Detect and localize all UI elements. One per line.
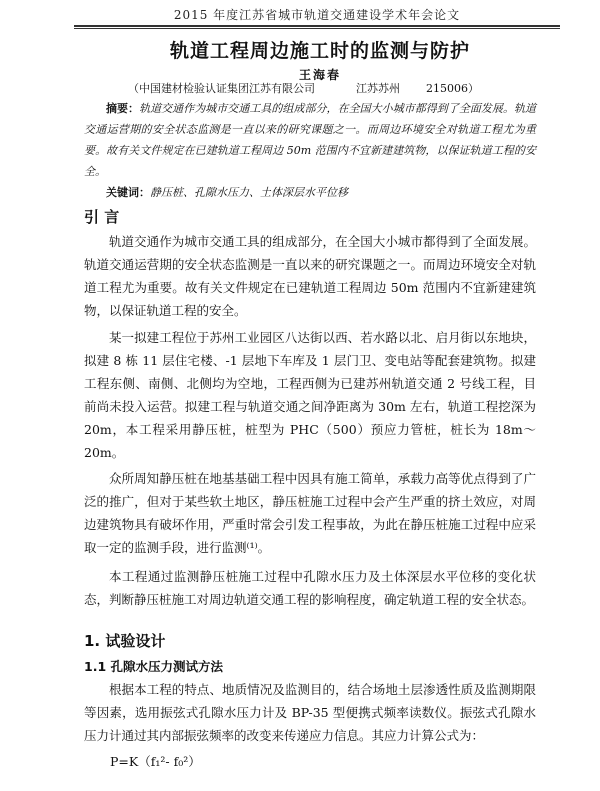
affiliation-city: 江苏苏州 [356, 82, 400, 95]
section-heading-intro: 引 言 [84, 208, 120, 226]
pressure-formula: P=K（f₁²- f₀²） [110, 754, 201, 769]
section-heading-1: 1. 试验设计 [84, 632, 166, 650]
intro-paragraph-1: 轨道交通作为城市交通工具的组成部分，在全国大小城市都得到了全面发展。轨道交通运营期的安全状态监测是一直以来的研究课题之一。而周边环境安全对轨道工程尤为重要。故有关文件规定在已建轨道工程周边 50m 范围内不宜新建建筑物，以保证轨道工程的安全。 [84, 234, 536, 318]
intro-paragraph-3: 众所周知静压桩在地基基础工程中因具有施工简单，承载力高等优点得到了广泛的推广，但对于某些软土地区，静压桩施工过程中会产生严重的挤土效应，对周边建筑物具有破坏作用，严重时常会引发工程事故，为此在静压桩施工过程中应采取一定的监测手段，进行监测⁽¹⁾。 [84, 471, 536, 555]
abstract-label: 摘要： [106, 102, 140, 115]
subsection-heading-1-1: 1.1 孔隙水压力测试方法 [84, 659, 223, 674]
abstract-text: 轨道交通作为城市交通工具的组成部分，在全国大小城市都得到了全面发展。轨道交通运营期的安全状态监测是一直以来的研究课题之一。而周边环境安全对轨道工程尤为重要。故有关文件规定在已建轨道工程周边 50m 范围内不宜新建建筑物，以保证轨道工程的安全。 [84, 102, 537, 178]
author-name: 王海春 [298, 68, 341, 82]
affiliation-zip: 215006） [426, 82, 479, 95]
section-1-1-paragraph: 根据本工程的特点、地质情况及监测目的，结合场地土层渗透性质及监测期限等因素，选用振弦式孔隙水压力计及 BP-35 型便携式频率读数仪。振弦式孔隙水压力计通过其内部振弦频率的改变来传递应力信息。其应力计算公式为： [84, 682, 536, 743]
keywords [106, 184, 348, 200]
abstract [84, 98, 536, 182]
affiliation-org: （中国建材检验认证集团江苏有限公司 [128, 82, 315, 95]
keywords-text: 静压桩、孔隙水压力、土体深层水平位移 [150, 186, 348, 199]
paper-title: 轨道工程周边施工时的监测与防护 [169, 40, 470, 62]
header-rule [74, 25, 560, 27]
header-rule-thin [74, 28, 560, 29]
running-header: 2015 年度江苏省城市轨道交通建设学术年会论文 [173, 8, 461, 22]
keywords-label: 关键词： [106, 186, 150, 199]
intro-paragraph-2: 某一拟建工程位于苏州工业园区八达街以西、若水路以北、启月街以东地块，拟建 8 栋 11 层住宅楼、-1 层地下车库及 1 层门卫、变电站等配套建筑物。拟建工程东侧、南侧、北侧均为空地，工程西侧为已建苏州轨道交通 2 号线工程，目前尚未投入运营。拟建工程与轨道交通之间净距离为 30m 左右，轨道工程挖深为 20m，本工程采用静压桩，桩型为 PHC（500）预应力管桩，桩长为 18m～20m。 [84, 330, 536, 460]
intro-paragraph-4: 本工程通过监测静压桩施工过程中孔隙水压力及土体深层水平位移的变化状态，判断静压桩施工对周边轨道交通工程的影响程度，确定轨道工程的安全状态。 [84, 569, 536, 607]
